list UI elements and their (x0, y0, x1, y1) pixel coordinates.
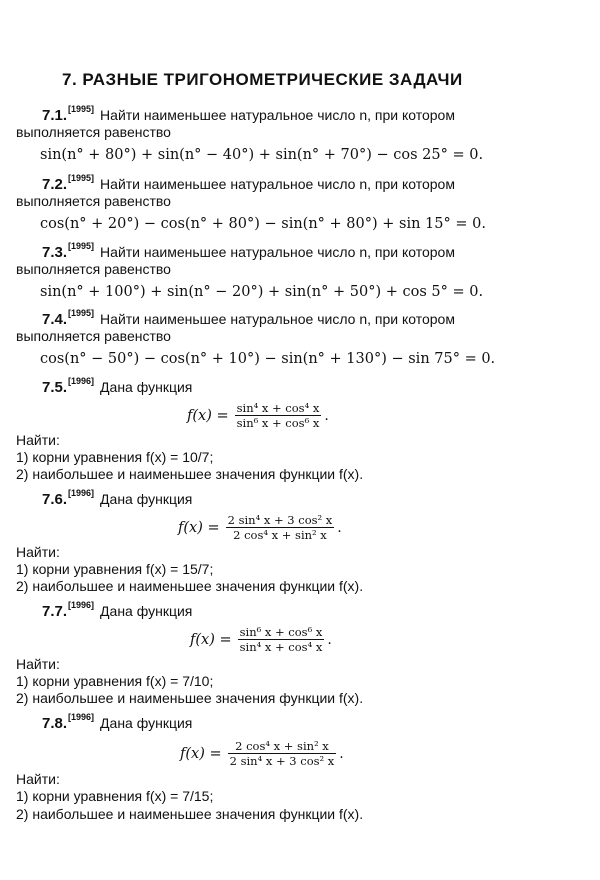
problem-year: [1995] (68, 308, 95, 318)
numerator: sin⁴ x + cos⁴ x (236, 401, 320, 415)
problem-text: Дана функция (100, 715, 193, 731)
denominator: 2 sin⁴ x + 3 cos² x (229, 754, 335, 768)
function-definition (190, 625, 332, 654)
denominator: sin⁶ x + cos⁶ x (236, 416, 320, 430)
problem-text-continued: выполняется равенство (16, 261, 171, 277)
function-definition (178, 513, 342, 542)
task-item-1: 1) корни уравнения f(x) = 15/7; (16, 561, 214, 577)
problem-year: [1996] (68, 712, 95, 722)
problem-text: Найти наименьшее натуральное число n, при котором (100, 107, 455, 123)
problem-year: [1996] (68, 488, 95, 498)
problem-year: [1996] (68, 600, 95, 610)
problem-text: Дана функция (100, 491, 193, 507)
numerator: 2 cos⁴ x + sin² x (235, 739, 329, 753)
problem-text-continued: выполняется равенство (16, 328, 171, 344)
problem-text: Найти наименьшее натуральное число n, при котором (100, 244, 455, 260)
problem-text: Найти наименьшее натуральное число n, при котором (100, 311, 455, 327)
find-label: Найти: (16, 771, 60, 787)
task-item-1: 1) корни уравнения f(x) = 10/7; (16, 449, 214, 465)
problem-text: Найти наименьшее натуральное число n, при котором (100, 176, 455, 192)
problem-number: 7.7. (42, 603, 68, 620)
problem-year: [1995] (68, 241, 95, 251)
task-item-2: 2) наибольшее и наименьшее значения функции f(x). (16, 466, 364, 482)
fraction (238, 625, 325, 654)
problem-number: 7.5. (42, 379, 68, 396)
function-lhs: f(x) = (180, 745, 222, 762)
equation-end: . (324, 407, 329, 424)
equation-end: . (339, 745, 344, 762)
problem-number: 7.4. (42, 311, 68, 328)
problem-number: 7.1. (42, 107, 68, 124)
task-item-2: 2) наибольшее и наименьшее значения функции f(x). (16, 578, 364, 594)
equation-end: . (327, 631, 332, 648)
function-lhs: f(x) = (190, 631, 232, 648)
problem-number: 7.8. (42, 715, 68, 732)
task-item-1: 1) корни уравнения f(x) = 7/15; (16, 788, 214, 804)
problem-year: [1995] (68, 104, 95, 114)
equation-end: . (337, 519, 342, 536)
problem-number: 7.2. (42, 176, 68, 193)
find-label: Найти: (16, 544, 60, 560)
fraction (226, 513, 335, 542)
problem-text: Дана функция (100, 379, 193, 395)
fraction (235, 401, 322, 430)
task-item-2: 2) наибольшее и наименьшее значения функции f(x). (16, 690, 364, 706)
equation: cos(n° + 20°) − cos(n° + 80°) − sin(n° + 80°) + sin 15° = 0. (40, 216, 486, 232)
find-label: Найти: (16, 656, 60, 672)
problem-number: 7.6. (42, 491, 68, 508)
problem-text-continued: выполняется равенство (16, 124, 171, 140)
find-label: Найти: (16, 432, 60, 448)
equation: cos(n° − 50°) − cos(n° + 10°) − sin(n° + 130°) − sin 75° = 0. (40, 351, 496, 367)
equation: sin(n° + 100°) + sin(n° − 20°) + sin(n° + 50°) + cos 5° = 0. (40, 284, 484, 300)
problem-text: Дана функция (100, 603, 193, 619)
problem-number: 7.3. (42, 244, 68, 261)
function-definition (187, 401, 329, 430)
section-title: 7. РАЗНЫЕ ТРИГОНОМЕТРИЧЕСКИЕ ЗАДАЧИ (62, 70, 463, 89)
function-definition (180, 739, 344, 768)
problem-year: [1995] (68, 173, 95, 183)
task-item-2: 2) наибольшее и наименьшее значения функции f(x). (16, 806, 364, 822)
task-item-1: 1) корни уравнения f(x) = 7/10; (16, 673, 214, 689)
problem-year: [1996] (68, 376, 95, 386)
function-lhs: f(x) = (178, 519, 220, 536)
numerator: sin⁶ x + cos⁶ x (239, 625, 323, 639)
denominator: sin⁴ x + cos⁴ x (239, 640, 323, 654)
problem-text-continued: выполняется равенство (16, 193, 171, 209)
denominator: 2 cos⁴ x + sin² x (233, 528, 327, 542)
fraction (228, 739, 337, 768)
equation: sin(n° + 80°) + sin(n° − 40°) + sin(n° + 70°) − cos 25° = 0. (40, 147, 484, 163)
function-lhs: f(x) = (187, 407, 229, 424)
numerator: 2 sin⁴ x + 3 cos² x (227, 513, 333, 527)
